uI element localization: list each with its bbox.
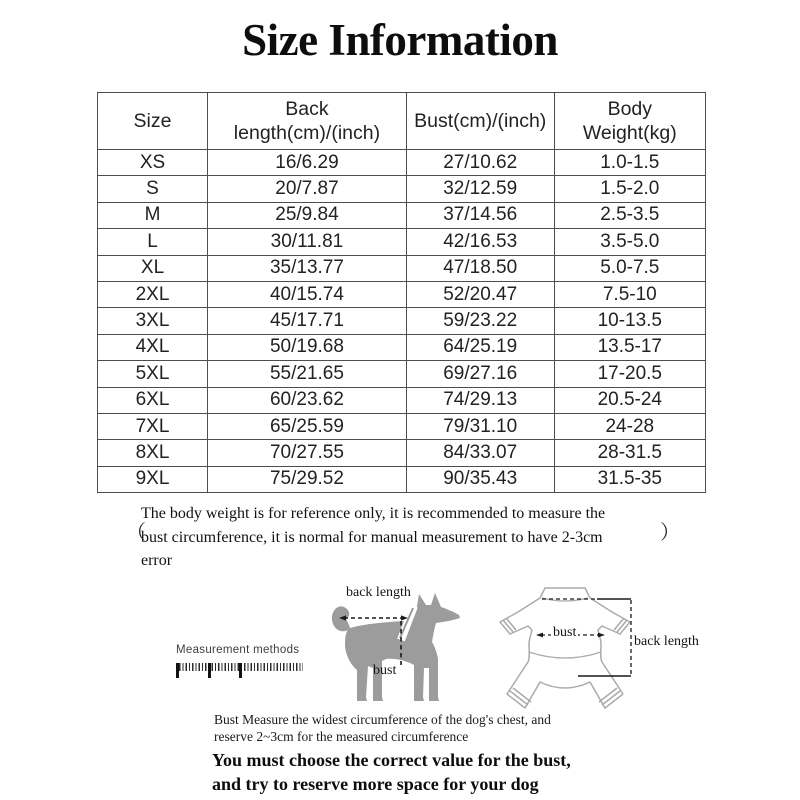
table-cell: 20/7.87 bbox=[208, 176, 407, 202]
garment-bust-arrow-left bbox=[536, 633, 543, 638]
ruler-major-mark bbox=[176, 663, 179, 678]
table-cell: 3.5-5.0 bbox=[554, 229, 705, 255]
table-cell: 55/21.65 bbox=[208, 361, 407, 387]
table-cell: 2.5-3.5 bbox=[554, 202, 705, 228]
table-cell: 7XL bbox=[98, 413, 208, 439]
table-cell: 90/35.43 bbox=[406, 466, 554, 492]
bust-measure-note bbox=[214, 712, 551, 745]
dog-measurement-diagram bbox=[330, 584, 465, 702]
table-cell: 70/27.55 bbox=[208, 440, 407, 466]
table-cell: 5XL bbox=[98, 361, 208, 387]
table-cell: 52/20.47 bbox=[406, 281, 554, 307]
table-cell: XL bbox=[98, 255, 208, 281]
table-cell: 17-20.5 bbox=[554, 361, 705, 387]
table-cell: 40/15.74 bbox=[208, 281, 407, 307]
table-cell: 27/10.62 bbox=[406, 150, 554, 176]
dog-silhouette bbox=[332, 593, 460, 701]
table-row bbox=[98, 308, 706, 334]
garment-back-length-label: back length bbox=[634, 634, 699, 649]
table-row bbox=[98, 440, 706, 466]
table-cell: 32/12.59 bbox=[406, 176, 554, 202]
table-cell: L bbox=[98, 229, 208, 255]
table-row bbox=[98, 150, 706, 176]
table-cell: 9XL bbox=[98, 466, 208, 492]
size-table-body bbox=[98, 150, 706, 493]
table-cell: 20.5-24 bbox=[554, 387, 705, 413]
bust-measure-note-line-1: Bust Measure the widest circumference of the dog's chest, and bbox=[214, 712, 551, 727]
col-header-body-weight: Body Weight(kg) bbox=[554, 93, 705, 150]
table-row bbox=[98, 176, 706, 202]
table-cell: S bbox=[98, 176, 208, 202]
table-row bbox=[98, 361, 706, 387]
garment-outline bbox=[500, 588, 630, 708]
table-cell: 31.5-35 bbox=[554, 466, 705, 492]
page-title: Size Information bbox=[242, 15, 558, 65]
garment-bust-label: bust bbox=[553, 625, 577, 640]
table-cell: 3XL bbox=[98, 308, 208, 334]
table-cell: M bbox=[98, 202, 208, 228]
measurement-methods-label: Measurement methods bbox=[176, 644, 300, 656]
table-row bbox=[98, 281, 706, 307]
table-cell: 1.0-1.5 bbox=[554, 150, 705, 176]
bust-measure-note-line-2: reserve 2~3cm for the measured circumference bbox=[214, 728, 469, 744]
table-row bbox=[98, 202, 706, 228]
table-cell: 4XL bbox=[98, 334, 208, 360]
garment-bust-arrow-right bbox=[598, 633, 605, 638]
table-cell: 59/23.22 bbox=[406, 308, 554, 334]
note-close-paren: ） bbox=[660, 522, 680, 544]
table-cell: 30/11.81 bbox=[208, 229, 407, 255]
warning-line-1: You must choose the correct value for the bust, bbox=[212, 750, 571, 770]
note-line-2: bust circumference, it is normal for manual measurement to have 2-3cm bbox=[141, 528, 603, 546]
table-cell: 74/29.13 bbox=[406, 387, 554, 413]
ruler-icon bbox=[176, 663, 303, 678]
table-cell: 25/9.84 bbox=[208, 202, 407, 228]
garment-hem-seam bbox=[529, 652, 601, 658]
table-cell: 42/16.53 bbox=[406, 229, 554, 255]
table-cell: 60/23.62 bbox=[208, 387, 407, 413]
table-cell: 16/6.29 bbox=[208, 150, 407, 176]
table-cell: 1.5-2.0 bbox=[554, 176, 705, 202]
table-cell: 24-28 bbox=[554, 413, 705, 439]
bust-choice-warning bbox=[212, 748, 571, 796]
table-cell: XS bbox=[98, 150, 208, 176]
table-cell: 7.5-10 bbox=[554, 281, 705, 307]
table-cell: 8XL bbox=[98, 440, 208, 466]
col-header-size: Size bbox=[98, 93, 208, 150]
reference-note bbox=[126, 502, 680, 573]
table-cell: 50/19.68 bbox=[208, 334, 407, 360]
table-cell: 35/13.77 bbox=[208, 255, 407, 281]
table-row bbox=[98, 334, 706, 360]
table-cell: 79/31.10 bbox=[406, 413, 554, 439]
size-table bbox=[97, 92, 706, 493]
table-cell: 28-31.5 bbox=[554, 440, 705, 466]
table-cell: 45/17.71 bbox=[208, 308, 407, 334]
note-line-3: error bbox=[141, 552, 173, 569]
ruler-major-mark bbox=[239, 663, 242, 678]
table-cell: 69/27.16 bbox=[406, 361, 554, 387]
table-cell: 64/25.19 bbox=[406, 334, 554, 360]
table-cell: 5.0-7.5 bbox=[554, 255, 705, 281]
table-row bbox=[98, 413, 706, 439]
table-cell: 6XL bbox=[98, 387, 208, 413]
table-cell: 84/33.07 bbox=[406, 440, 554, 466]
table-cell: 75/29.52 bbox=[208, 466, 407, 492]
warning-line-2: and try to reserve more space for your dog bbox=[212, 774, 539, 794]
table-cell: 2XL bbox=[98, 281, 208, 307]
table-row bbox=[98, 466, 706, 492]
table-cell: 37/14.56 bbox=[406, 202, 554, 228]
col-header-back-length: Back length(cm)/(inch) bbox=[208, 93, 407, 150]
note-open-paren: （ bbox=[126, 522, 146, 544]
col-header-bust: Bust(cm)/(inch) bbox=[406, 93, 554, 150]
table-header-row bbox=[98, 93, 706, 150]
dog-back-length-label: back length bbox=[346, 585, 411, 600]
table-cell: 65/25.59 bbox=[208, 413, 407, 439]
table-row bbox=[98, 229, 706, 255]
table-cell: 10-13.5 bbox=[554, 308, 705, 334]
note-line-1: The body weight is for reference only, it is recommended to measure the bbox=[141, 505, 606, 522]
table-cell: 13.5-17 bbox=[554, 334, 705, 360]
table-row bbox=[98, 255, 706, 281]
ruler-major-mark bbox=[208, 663, 211, 678]
garment-measurement-diagram bbox=[498, 582, 633, 717]
table-row bbox=[98, 387, 706, 413]
table-cell: 47/18.50 bbox=[406, 255, 554, 281]
dog-bust-label: bust bbox=[373, 663, 397, 678]
